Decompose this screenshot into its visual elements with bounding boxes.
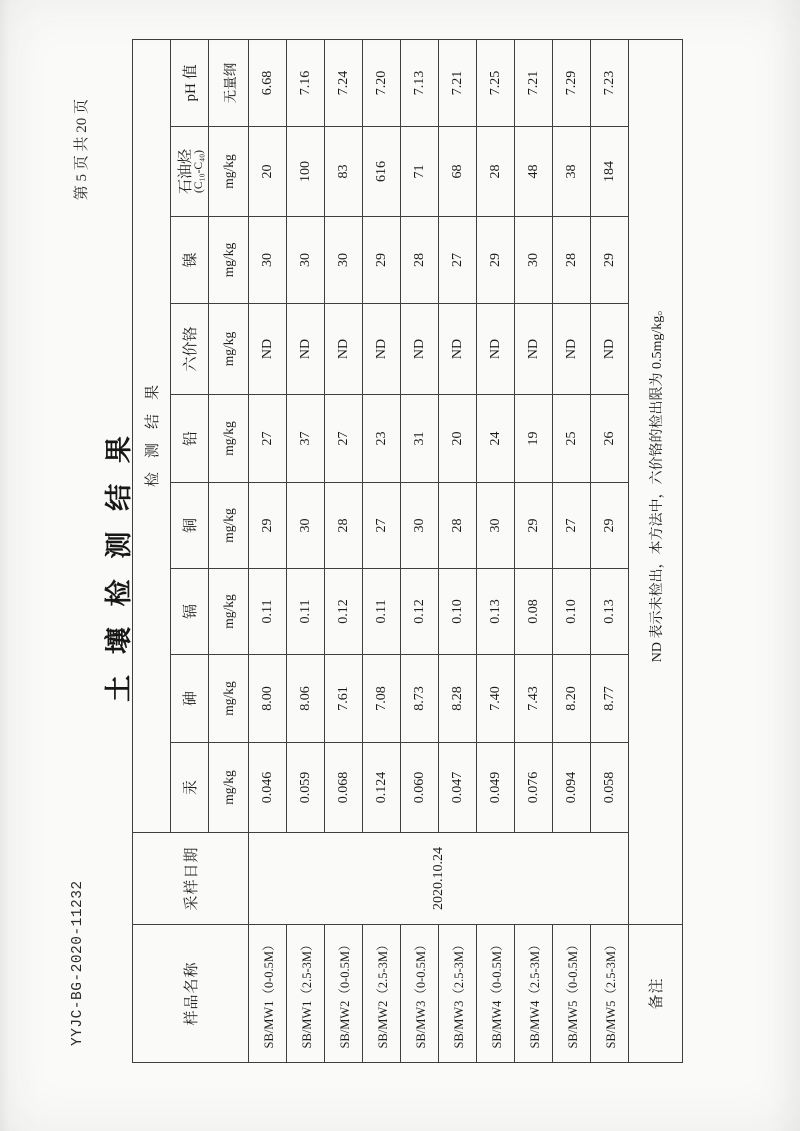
col-header-sample-name: 样品名称 (133, 925, 249, 1063)
unit-copper: mg/kg (209, 483, 249, 569)
sample-name-cell: SB/MW2（0-0.5M） (325, 925, 363, 1063)
result-cell: 19 (515, 395, 553, 483)
result-cell: 68 (439, 127, 477, 217)
unit-nickel: mg/kg (209, 217, 249, 304)
result-cell: 0.08 (515, 569, 553, 655)
result-cell: 7.43 (515, 655, 553, 743)
result-cell: 0.068 (325, 743, 363, 833)
result-cell: ND (553, 304, 591, 395)
result-cell: 8.00 (249, 655, 287, 743)
sample-name-cell: SB/MW5（0-0.5M） (553, 925, 591, 1063)
result-cell: 616 (363, 127, 401, 217)
petroleum-header-line2: (C₁₀-C₄₀) (193, 150, 205, 193)
sample-name-cell: SB/MW4（0-0.5M） (477, 925, 515, 1063)
result-cell: 7.13 (401, 39, 439, 126)
petroleum-header-line1: 石油烃 (178, 149, 194, 195)
result-cell: 0.12 (401, 569, 439, 655)
result-cell: 7.21 (515, 39, 553, 126)
result-cell: 28 (553, 217, 591, 304)
unit-ph: 无量纲 (209, 39, 249, 126)
table-row (249, 39, 287, 1062)
col-header-lead: 铅 (171, 395, 209, 483)
result-cell: 0.11 (287, 569, 325, 655)
result-cell: ND (515, 304, 553, 395)
result-cell: 38 (553, 127, 591, 217)
unit-hexavalent-chromium: mg/kg (209, 304, 249, 395)
result-cell: ND (439, 304, 477, 395)
result-cell: 0.059 (287, 743, 325, 833)
report-number: YYJC-BG-2020-11232 (70, 880, 86, 1046)
result-cell: 30 (477, 483, 515, 569)
page-title: 土 壤 检 测 结 果 (104, 429, 134, 702)
result-cell: 100 (287, 127, 325, 217)
result-cell: 184 (591, 127, 629, 217)
result-cell: 7.08 (363, 655, 401, 743)
page-number: 第 5 页 共 20 页 (74, 99, 90, 201)
sample-name-cell: SB/MW3（2.5-3M） (439, 925, 477, 1063)
sample-name-cell: SB/MW4（2.5-3M） (515, 925, 553, 1063)
result-cell: 30 (249, 217, 287, 304)
result-cell: ND (363, 304, 401, 395)
result-cell: 27 (249, 395, 287, 483)
result-cell: 0.12 (325, 569, 363, 655)
result-cell: 29 (363, 217, 401, 304)
result-cell: ND (325, 304, 363, 395)
result-cell: 83 (325, 127, 363, 217)
result-cell: 7.25 (477, 39, 515, 126)
result-cell: 7.61 (325, 655, 363, 743)
result-cell: 0.11 (363, 569, 401, 655)
remark-text-cell: ND 表示未检出，本方法中，六价铬的检出限为 0.5mg/kg。 (629, 39, 683, 924)
col-header-results-group: 检测结果 (133, 39, 171, 832)
col-header-hexavalent-chromium: 六价铬 (171, 304, 209, 395)
result-cell: 7.40 (477, 655, 515, 743)
result-cell: 48 (515, 127, 553, 217)
result-cell: 7.29 (553, 39, 591, 126)
result-cell: 71 (401, 127, 439, 217)
result-cell: 8.28 (439, 655, 477, 743)
result-cell: 0.10 (439, 569, 477, 655)
result-cell: 0.049 (477, 743, 515, 833)
col-header-ph: pH 值 (171, 39, 209, 126)
result-cell: 30 (325, 217, 363, 304)
result-cell: 31 (401, 395, 439, 483)
result-cell: 20 (439, 395, 477, 483)
sample-name-cell: SB/MW2（2.5-3M） (363, 925, 401, 1063)
result-cell: 0.10 (553, 569, 591, 655)
col-header-nickel: 镍 (171, 217, 209, 304)
unit-mercury: mg/kg (209, 743, 249, 833)
result-cell: 27 (325, 395, 363, 483)
result-cell: 0.13 (591, 569, 629, 655)
sample-name-cell: SB/MW1（2.5-3M） (287, 925, 325, 1063)
result-cell: 30 (515, 217, 553, 304)
result-cell: 8.06 (287, 655, 325, 743)
result-cell: 0.124 (363, 743, 401, 833)
result-cell: 7.24 (325, 39, 363, 126)
result-cell: 29 (591, 217, 629, 304)
sample-name-cell: SB/MW5（2.5-3M） (591, 925, 629, 1063)
result-cell: 20 (249, 127, 287, 217)
result-cell: 0.058 (591, 743, 629, 833)
result-cell: 27 (439, 217, 477, 304)
sample-name-cell: SB/MW3（0-0.5M） (401, 925, 439, 1063)
result-cell: 27 (553, 483, 591, 569)
result-cell: 26 (591, 395, 629, 483)
result-cell: 30 (287, 217, 325, 304)
col-header-cadmium: 镉 (171, 569, 209, 655)
col-header-sampling-date: 采样日期 (133, 833, 249, 925)
result-cell: 0.13 (477, 569, 515, 655)
result-cell: 29 (249, 483, 287, 569)
result-cell: ND (249, 304, 287, 395)
result-cell: 37 (287, 395, 325, 483)
soil-results-table (132, 39, 683, 1063)
result-cell: 23 (363, 395, 401, 483)
result-cell: 6.68 (249, 39, 287, 126)
col-header-arsenic: 砷 (171, 655, 209, 743)
sample-name-cell: SB/MW1（0-0.5M） (249, 925, 287, 1063)
col-header-mercury: 汞 (171, 743, 209, 833)
result-cell: 7.20 (363, 39, 401, 126)
result-cell: 0.11 (249, 569, 287, 655)
result-cell: 28 (439, 483, 477, 569)
result-cell: 30 (401, 483, 439, 569)
result-cell: 8.20 (553, 655, 591, 743)
result-cell: 29 (591, 483, 629, 569)
result-cell: 8.73 (401, 655, 439, 743)
result-cell: 28 (401, 217, 439, 304)
result-cell: ND (401, 304, 439, 395)
result-cell: 0.060 (401, 743, 439, 833)
result-cell: 0.076 (515, 743, 553, 833)
result-cell: 7.23 (591, 39, 629, 126)
unit-cadmium: mg/kg (209, 569, 249, 655)
result-cell: 0.047 (439, 743, 477, 833)
result-cell: 7.16 (287, 39, 325, 126)
result-cell: 25 (553, 395, 591, 483)
remark-label-cell: 备注 (629, 925, 683, 1063)
sampling-date-cell: 2020.10.24 (249, 833, 629, 925)
result-cell: 29 (477, 217, 515, 304)
result-cell: 28 (325, 483, 363, 569)
col-header-copper: 铜 (171, 483, 209, 569)
col-header-petroleum-hydrocarbons (171, 127, 209, 217)
unit-petroleum-hydrocarbons: mg/kg (209, 127, 249, 217)
remark-row (629, 39, 683, 1062)
result-cell: 28 (477, 127, 515, 217)
unit-lead: mg/kg (209, 395, 249, 483)
result-cell: ND (287, 304, 325, 395)
result-cell: 7.21 (439, 39, 477, 126)
result-cell: 8.77 (591, 655, 629, 743)
unit-arsenic: mg/kg (209, 655, 249, 743)
result-cell: ND (591, 304, 629, 395)
result-cell: 0.094 (553, 743, 591, 833)
result-cell: 30 (287, 483, 325, 569)
result-cell: 29 (515, 483, 553, 569)
result-cell: 24 (477, 395, 515, 483)
result-cell: 27 (363, 483, 401, 569)
result-cell: ND (477, 304, 515, 395)
result-cell: 0.046 (249, 743, 287, 833)
